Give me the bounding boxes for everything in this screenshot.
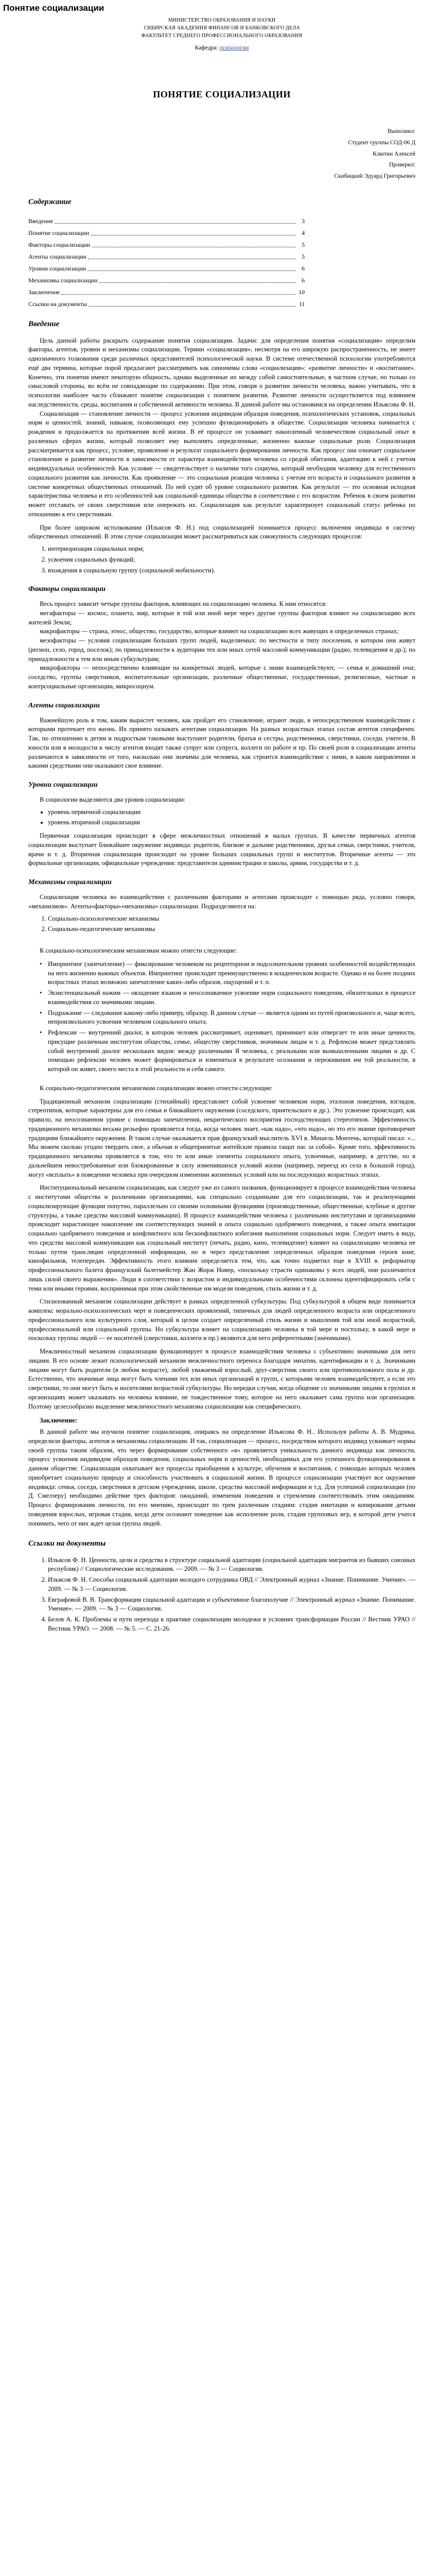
list-item: 1. Социально-психологические механизмы <box>48 914 415 924</box>
mechanisms-list <box>28 914 415 935</box>
sp-item: • Экзистенциальный нажим — овладение языком и неосознаваемое усвоение норм социального поведения, обязательных в процессе взаимодействия со значимыми лицами. <box>28 989 415 1007</box>
toc-label: Агенты социализации <box>28 253 86 261</box>
ped-intro: К социально-педагогическим механизмам социализации можно отнести следующие: <box>40 1084 273 1092</box>
list-item: 2. усвоения социальных функций; <box>48 555 415 565</box>
ped-paragraph: Традиционный механизм социализации (стихийный) представляет собой усвоение человеком норм, эталонов поведения, взглядов, стереотипов, которые характерны для его семьи и ближайшего окружения (соседского, приятельского и др.). Это усвоение происходит, как правило, на неосознанном уровне с помощью запечатления, некритического восприятия господствующих стереотипов. Эффективность традиционного механизма весьма рельефно проявляется тогда, когда человек знает, «как надо», «что надо», но это его знание противоречит традициям ближайшего окружения. В таком случае оказывается прав французский мыслитель XVI в. Мишель Монтень, который писал: «... Мы можем сколько угодно твердить свое, а обычаи и общепринятые житейские правила тащат нас за собой». Кроме того, эффективность традиционного механизма проявляется в том, что те или иные элементы социального опыта, усвоенные, например, в детстве, но в дальнейшем невостребованные или блокированные в силу изменившихся условий жизни (например, переезд из села в большой город), могут «всплыть» в поведении человека при очередном изменении жизненных условий или на последующих возрастных этапах. <box>28 1097 415 1178</box>
sp-item: • Рефлексия — внутренний диалог, в котором человек рассматривает, оценивает, принимает или отвергает те или иные ценности, присущие различным институтам общества, семье, обществу сверстников, значимым лицам и т. д. Рефлексия может представлять собой внутренний диалог нескольких видов: между различными Я человека, с реальными или вымышленными лицами и др. С помощью рефлексии человек может формироваться и изменяться в результате осознания и переживания им той реальности, в которой он живет, своего места в этой реальности и себя самого. <box>28 1028 415 1074</box>
toc-page: 6 <box>302 265 305 273</box>
toc-leader <box>99 282 296 283</box>
student-group: Студент группы СОД-06 Д <box>348 139 415 146</box>
list-item: • уровень вторичной социализации <box>48 818 415 827</box>
document-body <box>0 16 436 1634</box>
list-item: • уровень первичной социализации <box>48 808 415 817</box>
toc-label: Ссылки на документы <box>28 300 87 308</box>
list-item: 3. вхождения в социальную группу (социальной мобильности). <box>48 566 415 575</box>
reference-item: 4. Белов А. К. Проблемы и пути перехода к практике социализации молодежи в условиях трансформации России // Вестник УРАО // Вестник УРАО. — 2008. — № 5. — С. 21-26. <box>48 1615 415 1634</box>
references <box>28 1556 415 1634</box>
list-item: 1. интериоризация социальных норм; <box>48 545 415 554</box>
factors-paragraph: мегафакторы — космос, планета, мир, которые в той или иной мере через другие группы факторов влияют на социализацию всех жителей Земли; <box>28 609 415 626</box>
factors-heading: Факторы социализации <box>28 585 106 594</box>
checked-label: Проверил: <box>389 162 415 168</box>
sp-item: • Импринтинг (запечатление) — фиксирование человеком на рецепторном и подсознательном уровнях особенностей воздействующих на него жизненно важных объектов. Импринтинг происходит преимущественно в младенческом возрасте. Однако и на более поздних возрастных этапах возможно запечатление каких-либо образов, ощущений и т. п. <box>28 960 415 987</box>
ped-paragraph: Институциональный механизм социализации, как следует уже из самого названия, функционирует в процессе взаимодействия человека с институтами общества и различными организациями, как специально созданными для его социализации, так и реализующими социализирующие функции попутно, параллельно со своими основными функциями (производственные, общественные, клубные и другие структуры, а также средства массовой коммуникации). В процессе взаимодействия человека с различными институтами и организациями происходит нарастающее накопление им соответствующих знаний и опыта социально одобряемого поведения, а также опыта имитации социально одобряемого поведения и конфликтного или бесконфликтного избегания выполнения социальных норм. Следует иметь в виду, что средства массовой коммуникации как социальный институт (печать, радио, кино, телевидение) влияют на социализацию человека не только путем трансляции определенной информации, но и через представление определенных образцов поведения героев книг, кинофильмов, телепередач. Эффективность этого влияния определяется тем, что, как точно подметил еще в XVIII в. реформатор профессионального балета французский балетмейстер Жан Жорж Новер, «поскольку страсти одинаковы у всех людей, они различаются лишь силой своего выражения». Люди в соответствии с возрастом и индивидуальными особенностями склонны идентифицировать себя с теми или иными героями, воспринимая при этом свойственные им модели поведения, стиль жизни и т. д. <box>28 1184 415 1292</box>
toc-label: Введение <box>28 217 54 225</box>
levels-heading: Уровни социализации <box>28 781 98 789</box>
toc-row[interactable] <box>28 249 305 261</box>
page-title: Понятие социализации <box>3 3 104 13</box>
intro-heading: Введение <box>28 320 60 329</box>
toc-page: 11 <box>299 300 305 308</box>
toc-row[interactable] <box>28 214 305 226</box>
conclusion-heading: Заключение: <box>40 1417 77 1425</box>
toc-page: 6 <box>302 277 305 284</box>
document-title: ПОНЯТИЕ СОЦИАЛИЗАЦИИ <box>153 89 291 100</box>
toc-label: Уровни социализации <box>28 265 86 273</box>
toc-page: 5 <box>302 253 305 261</box>
toc-row[interactable] <box>28 226 305 238</box>
toc-leader <box>61 294 296 295</box>
student-name: Клютин Алексей <box>372 150 415 157</box>
sp-intro: К социально-психологическим механизмам можно отнести следующие: <box>40 947 237 955</box>
agents-paragraph: Важнейшую роль в том, каким вырастет человек, как пройдет его становление, играют люди, в непосредственном взаимодействии с которыми протекает его жизнь. Их принято называть агентами социализации. На разных возрастных этапах состав агентов специфичен. Так, по отношению к детям и подросткам таковыми выступают родители, братья и сестры, родственники, сверстники, соседи, учителя. В юности или в молодости к числу агентов входят также супруг или супруга, коллеги по работе и пр. По своей роли в социализации агенты различаются в зависимости от того, насколько они значимы для человека, как строится взаимодействие с ними, в каком направлении и какими средствами они оказывают свое влияние. <box>28 716 415 770</box>
agents-heading: Агенты социализации <box>28 701 100 709</box>
toc-row[interactable] <box>28 261 305 273</box>
factors-paragraph: макрофакторы — страна, этнос, общество, государство, которые влияют на социализацию всех живущих в определенных странах; <box>40 628 399 635</box>
levels-intro: В социологии выделяются два уровня социализации: <box>40 795 186 803</box>
ped-paragraph: Межличностный механизм социализации функционирует в процессе взаимодействия человека с субъективно значимыми для него лицами. В его основе лежит психологический механизм межличностного переноса благодаря эмпатии, идентификации и т. д. Значимыми лицами могут быть родители (в любом возрасте), любой уважаемый взрослый, друг-сверстник своего или противоположного пола и др. Естественно, что значимые лица могут быть членами тех или иных организаций и групп, с которыми человек взаимодействует, а если это сверстники, то они могут быть и носителями возрастной субкультуры. Но нередки случаи, когда общение со значимыми лицами в группах и организациях может оказывать на человека влияние, не тождественное тому, которое на него оказывает сама группа или организация. Поэтому целесообразно выделение межличностного механизма социализации как специфического. <box>28 1348 415 1410</box>
faculty-line: ФАКУЛЬТЕТ СРЕДНЕГО ПРОФЕССИОНАЛЬНОГО ОБРАЗОВАНИЯ <box>141 33 303 39</box>
done-label: Выполнил: <box>387 128 415 134</box>
ministry-line: МИНИСТЕРСТВО ОБРАЗОВАНИЯ И НАУКИ <box>168 18 276 23</box>
toc-row[interactable] <box>28 238 305 249</box>
conclusion-paragraph: В данной работе мы изучили понятие социализация, опираясь на определение Ильясова Ф. Н.. Используя работы А. В. Мудрика, определили факторы, агентов и механизмы социализации. И так, социализация — процесс, посредством которого индивид усваивает нормы своей группы таким образом, что через формирование собственного «я» проявляется уникальность данного индивида как личности, процесс усвоения индивидом образцов поведения, социальных норм и ценностей, необходимых для его успешного функционирования в данном обществе. Социализация охватывает все процессы приобщения к культуре, обучения и воспитания, с помощью которых человек приобретает социальную природу и способность участвовать в социальной жизни. В процессе социализации участвует все окружение индивида: семья, соседи, сверстники в детском учреждении, школе, средства массовой информации и т.д. Для успешной социализации (по Д. Смелзеру) необходимо действие трех факторов: ожиданий, изменения поведения и стремления соответствовать этим ожиданиям. Процесс формирования личности, по его мнению, происходит по трем различным стадиям: стадия имитации и копирования детьми поведения взрослых, игровая стадия, когда дети осознают поведение как исполнение роли, стадия групповых игр, в которой дети учатся понимать, чего от них ждет целая группа людей. <box>28 1428 415 1527</box>
toc-heading: Содержание <box>28 197 72 206</box>
mechanisms-heading: Механизмы социализации <box>28 878 112 887</box>
factors-paragraph: Весь процесс зависит четыре группы факторов, влияющих на социализацию человека. К ним относятся: <box>40 600 327 608</box>
reference-item: 3. Евграфовой В. В. Трансформация социальной адаптации и субъективное благополучие // Электронный журнал «Знание. Понимание. Умение». — 2009. — № 3 — Социология. <box>48 1596 415 1614</box>
reference-item: 1. Ильясов Ф. Н. Ценности, цели и средства в структуре социальной адаптации (социальной адаптации мигрантов из бывших союзных республик) // Социологические исследования. — 2009. — № 3 — Социология. <box>48 1556 415 1574</box>
department-label: Кафедра: <box>195 45 218 51</box>
ped-paragraph: Стилизованный механизм социализации действует в рамках определенной субкультуры. Под субкультурой в общем виде понимается комплекс морально-психологических черт и поведенческих проявлений, типичных для людей определенного возраста или определенного профессионального или культурного слоя, который в целом создает определенный стиль жизни и мышления той или иной возрастной, профессиональной или социальной группы. Но субкультура влияет на социализацию человека в той мере и постольку, в какой мере и поскольку группы людей — ее носителей (сверстники, коллеги и пр.) являются для него референтными (значимыми). <box>28 1298 415 1342</box>
levels-list <box>28 808 415 828</box>
intro-list <box>28 545 415 575</box>
toc-page: 4 <box>302 229 305 237</box>
toc-page: 3 <box>302 217 305 225</box>
toc-label: Факторы социализации <box>28 241 90 249</box>
mechanisms-intro: Социализация человека во взаимодействии с различными факторами и агентами происходит с помощью ряда, условно говоря, «механизмов». Агенты«факторы»«механизмы» социализации. Подразделяются на: <box>28 893 415 910</box>
toc-row[interactable] <box>28 297 305 309</box>
factors-paragraph: мезофакторы — условия социализации больших групп людей, выделяемых: по местности и типу поселения, в котором они живут (регион, село, город, поселок); по принадлежности к аудитории тех или иных сетей массовой коммуникации (радио, телевидения и др.); по принадлежности к тем или иным субкультурам; <box>28 637 415 663</box>
toc-label: Заключение <box>28 289 60 296</box>
toc-row[interactable] <box>28 273 305 285</box>
teacher-name: Скибицкий Эдуард Григорьевич <box>334 173 415 180</box>
institution-header <box>28 16 415 52</box>
table-of-contents <box>28 214 305 309</box>
author-block <box>28 127 415 181</box>
intro-paragraph: Социализация — становление личности — процесс усвоения индивидом образцов поведения, психологических установок, социальных норм и ценностей, знаний, навыков, позволяющих ему успешно функционировать в обществе. Социализация человека начинается с рождения и продолжается на протяжении всей жизни. В её процессе он усваивает накопленный человечеством социальный опыт в различных сферах жизни, который позволяет ему выполнять определенные, жизненно важные социальные роли. Социализация рассматривается как процесс, условие, проявление и результат социального формирования личности. Как процесс она означает социальное становление и развитие личности в зависимости от характера взаимодействия человека со средой обитания, адаптацию к ней с учетом индивидуальных особенностей. Как условие — свидетельствует о наличии того социума, который необходим человеку для естественного социального развития как личности. Как проявление — это социальная реакция человека с учетом его возраста и социального развития в системе конкретных общественных отношений. По ней судят об уровне социального развития. Как результат — это основная исходная характеристика человека и его особенностей как социальной единицы общества в соответствии с его возрастом. Ребенок в своем развитии может отставать от своих сверстников или опережать их. Социализация как результат характеризует социальный статус ребенка по отношению к его сверстникам. <box>28 410 415 518</box>
refs-heading: Ссылки на документы <box>28 1539 106 1548</box>
reference-item: 2. Ильясов Ф. Н. Способы социальной адаптации молодого сотрудника ОВД // Электронный журнал «Знание. Понимание. Умение». — 2009. — № 3 — Социология. <box>48 1575 415 1594</box>
list-item: 2. Социально-педагогические механизмы <box>48 925 415 934</box>
toc-leader <box>55 223 296 224</box>
toc-page: 10 <box>299 289 305 296</box>
toc-page: 5 <box>302 241 305 249</box>
factors-paragraph: микрофакторы — непосредственно влияющие на конкретных людей, которые с ними взаимодействуют, — семья и домашний очаг, соседство, группы сверстников, воспитательные организации, различные общественные, государственные, религиозные, частные и контрсоциальные организации, микросоциум. <box>28 664 415 690</box>
toc-label: Понятие социализации <box>28 229 89 237</box>
department-line <box>28 44 415 52</box>
toc-leader <box>89 306 296 307</box>
toc-leader <box>88 270 296 271</box>
intro-paragraph: Цель данной работы раскрыть содержание понятия социализации. Задачи: для определения понятия «социализация» определим факторы, агентов, уровни и механизмы социализации. Термин «социализация», несмотря на его широкую распространенность, не имеет однозначного толкования среди различных представителей психологической науки. В системе отечественной психологии употребляются ещё два термина, которые порой предлагают рассматривать как синонимы слова «социализация»: «развитие личности» и «воспитание». Конечно, эти понятия имеют некоторую общность, однако выделенные их между собой самостоятельные, в частном случае, но только со смысловой стороны, во всём не совпадающие по содержанию. При этом, говоря о развитии личности человека, важно учитывать, что в психологии наиболее часто сближают понятие социализации с понятием развития. Развитие личности осуществляется под влиянием наследственности, среды, воспитания и собственной активности человека. В данной работе мы остановимся на определении Ильясова Ф. Н. <box>28 336 415 408</box>
academy-line: СИБИРСКАЯ АКАДЕМИЯ ФИНАНСОВ И БАНКОВСКОГО ДЕЛА <box>144 25 300 31</box>
levels-paragraph: Первичная социализация происходит в сфере межличностных отношений в малых группах. В качестве первичных агентов социализации выступает ближайшее окружение индивида: родители, близкие и дальние родственники, друзья семьи, сверстники, учителя, врачи и т. д. Вторичная социализация происходит на уровне больших социальных групп и институтов. Вторичные агенты — это формальные организации, официальные учреждения: представители администрации и школы, армии, государства и т. д. <box>28 832 415 867</box>
toc-row[interactable] <box>28 285 305 297</box>
department-link[interactable]: психологии <box>219 45 249 51</box>
sp-item: • Подражание — следование какому-либо примеру, образцу. В данном случае — является одним из путей произвольного и, чаще всего, непроизвольного усвоения человеком социального опыта. <box>28 1009 415 1027</box>
toc-label: Механизмы социализации <box>28 277 98 284</box>
intro-paragraph: При более широком истолковании (Ильясов Ф. Н.) под социализацией понимается процесс включения индивида в систему общественных отношений. В этом случае социализация может рассматриваться как совокупность следующих процессов: <box>28 523 415 540</box>
